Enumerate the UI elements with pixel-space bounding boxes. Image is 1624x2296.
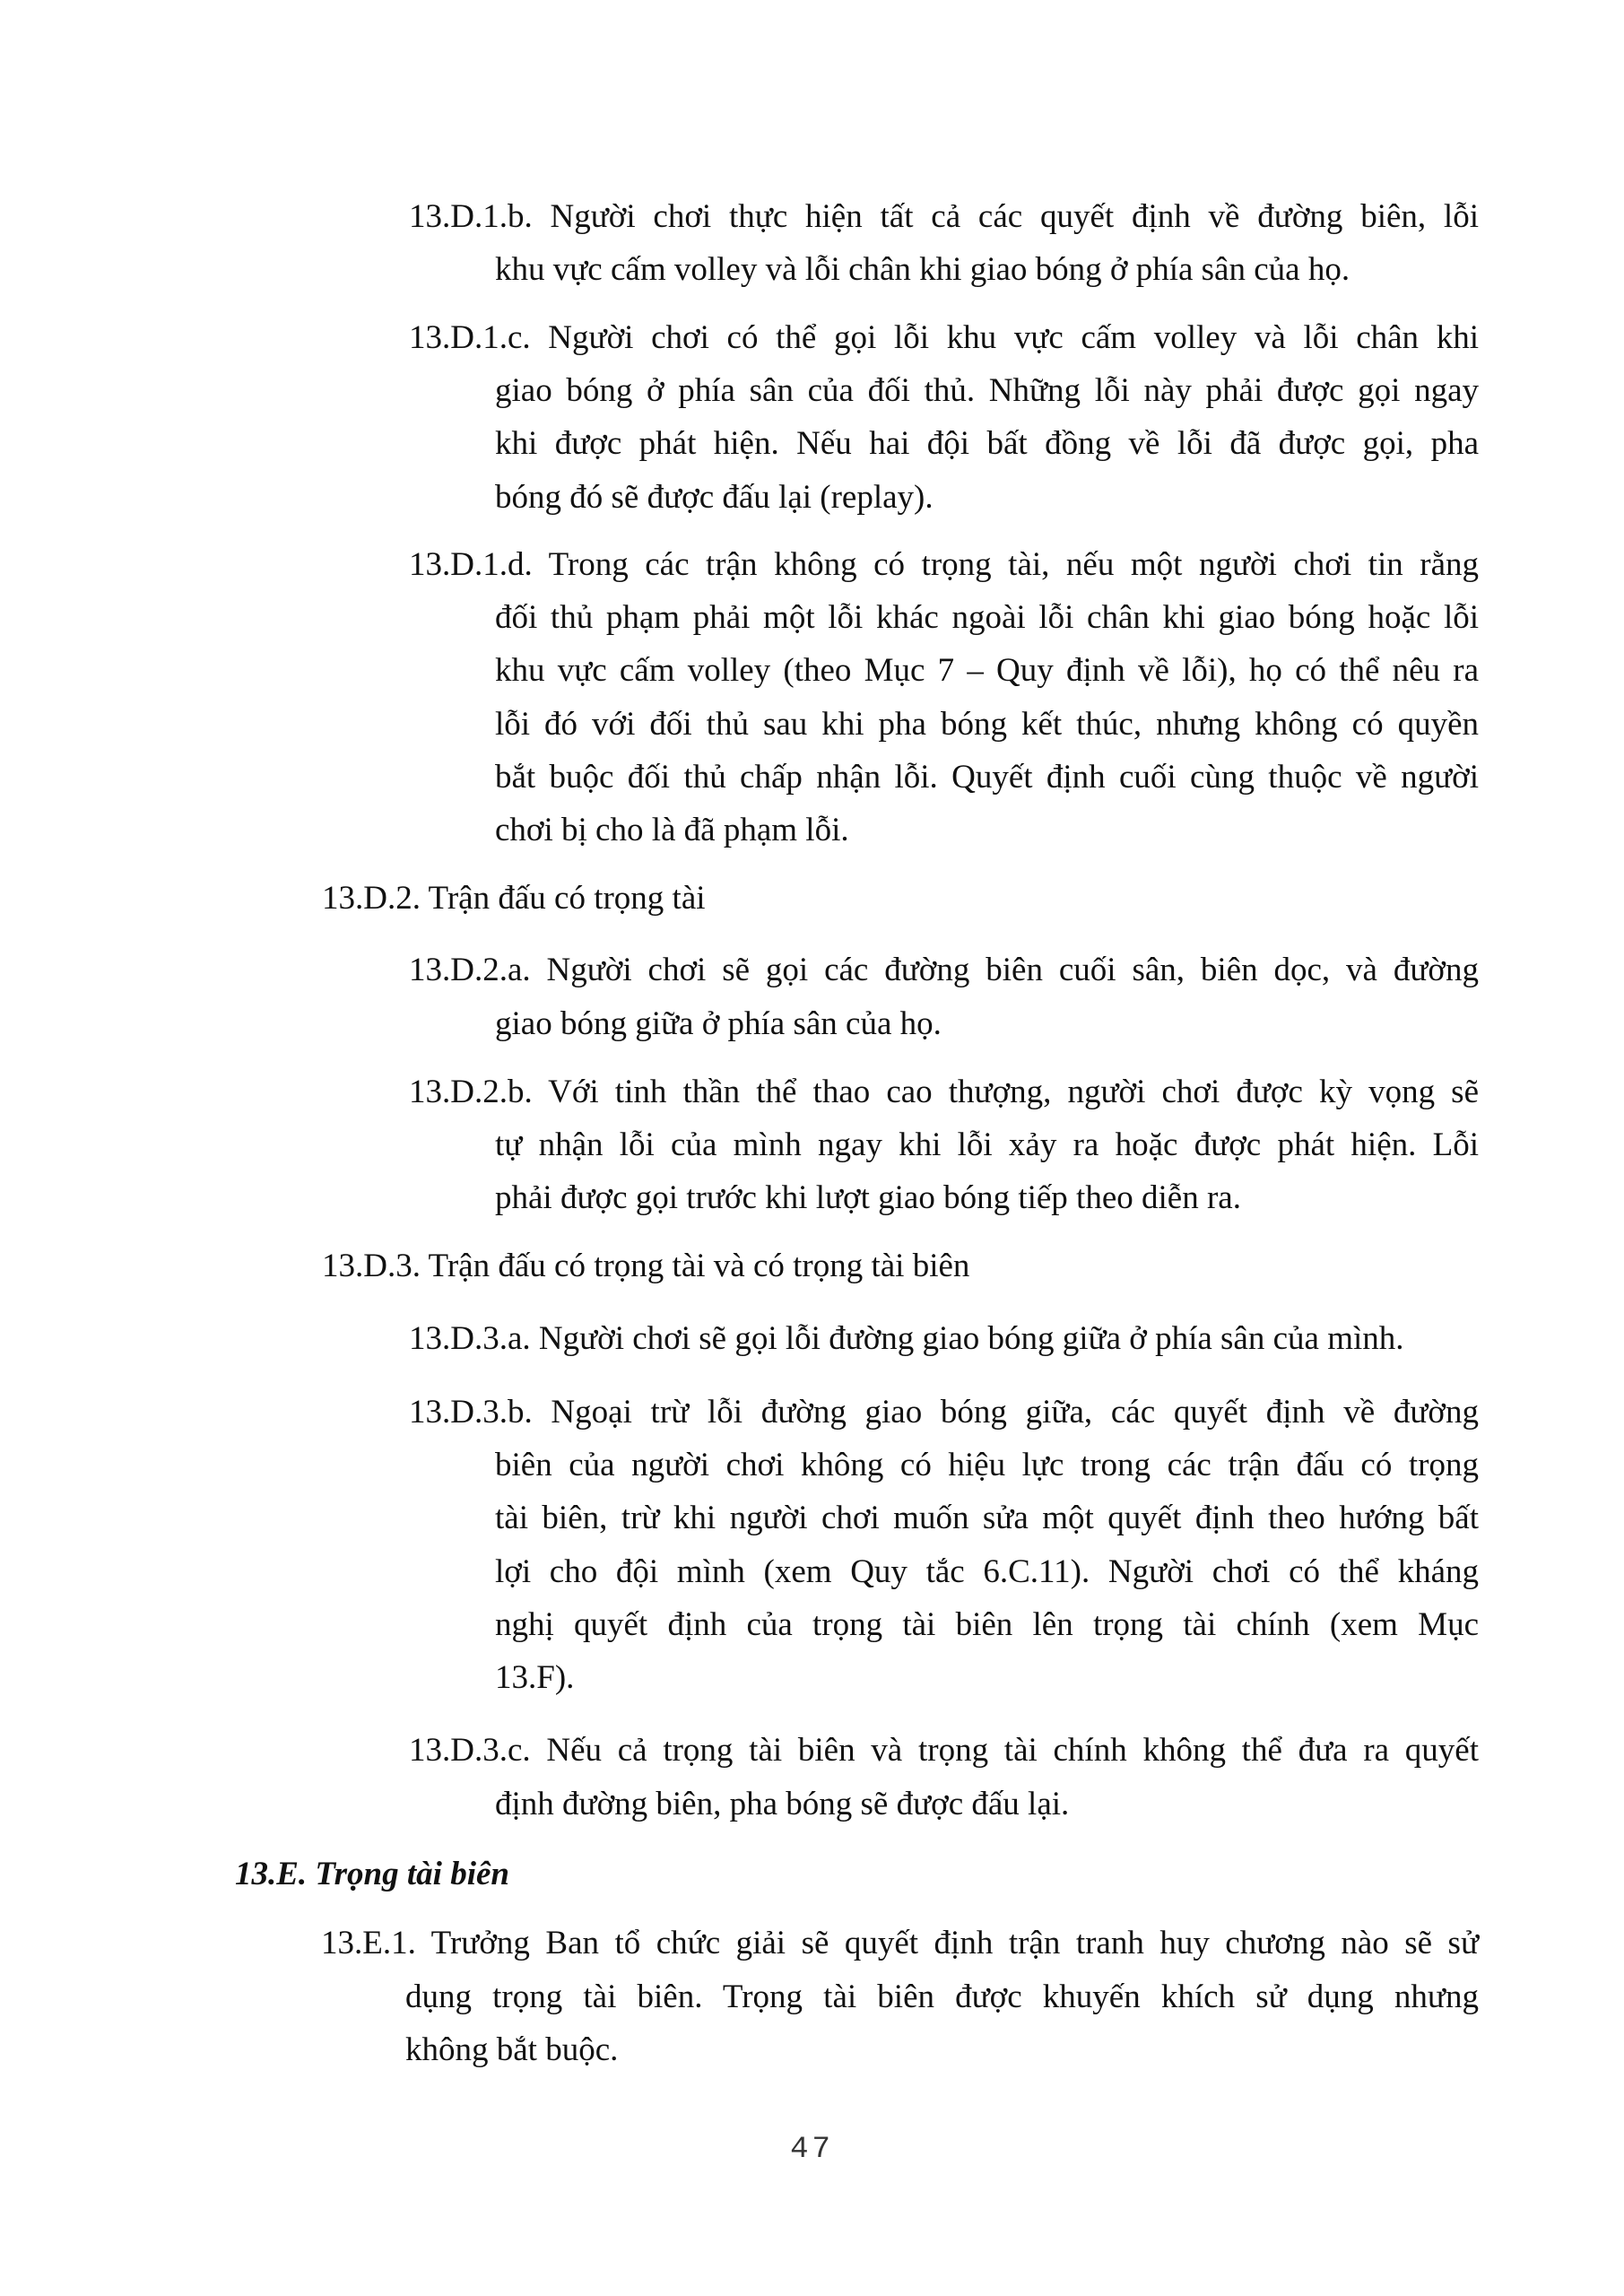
text-line: bóng đó sẽ được đấu lại (replay). xyxy=(495,479,934,516)
text-line: 13.D.1.c. Người chơi có thể gọi lỗi khu vực cấm volley và lỗi chân khi xyxy=(409,319,1479,356)
text-line: phải được gọi trước khi lượt giao bóng tiếp theo diễn ra. xyxy=(495,1179,1241,1216)
text-line: 13.D.3.c. Nếu cả trọng tài biên và trọng tài chính không thể đưa ra quyết xyxy=(409,1732,1479,1769)
text-line: 13.F). xyxy=(495,1659,575,1696)
text-line: nghị quyết định của trọng tài biên lên trọng tài chính (xem Mục xyxy=(495,1606,1479,1643)
text-line: 13.D.3.a. Người chơi sẽ gọi lỗi đường giao bóng giữa ở phía sân của mình. xyxy=(409,1320,1404,1357)
text-line: đối thủ phạm phải một lỗi khác ngoài lỗi chân khi giao bóng hoặc lỗi xyxy=(495,599,1479,636)
text-line: dụng trọng tài biên. Trọng tài biên được khuyến khích sử dụng nhưng xyxy=(405,1979,1479,2015)
text-line: 13.E.1. Trưởng Ban tổ chức giải sẽ quyết định trận tranh huy chương nào sẽ sử xyxy=(321,1925,1479,1961)
text-line: khu vực cấm volley (theo Mục 7 – Quy định về lỗi), họ có thể nêu ra xyxy=(495,652,1479,689)
text-line: 13.D.1.d. Trong các trận không có trọng tài, nếu một người chơi tin rằng xyxy=(409,546,1479,583)
text-line: tài biên, trừ khi người chơi muốn sửa một quyết định theo hướng bất xyxy=(495,1500,1479,1536)
text-line: lợi cho đội mình (xem Quy tắc 6.C.11). Người chơi có thể kháng xyxy=(495,1553,1479,1590)
text-line: lỗi đó với đối thủ sau khi pha bóng kết thúc, nhưng không có quyền xyxy=(495,706,1479,743)
text-line: 13.D.2.b. Với tinh thần thể thao cao thượng, người chơi được kỳ vọng sẽ xyxy=(409,1074,1479,1110)
text-line: khu vực cấm volley và lỗi chân khi giao bóng ở phía sân của họ. xyxy=(495,251,1350,288)
text-line: giao bóng ở phía sân của đối thủ. Những lỗi này phải được gọi ngay xyxy=(495,372,1479,409)
text-line: tự nhận lỗi của mình ngay khi lỗi xảy ra hoặc được phát hiện. Lỗi xyxy=(495,1126,1479,1163)
text-line: chơi bị cho là đã phạm lỗi. xyxy=(495,812,849,848)
page-number: 47 xyxy=(790,2133,834,2167)
text-line: định đường biên, pha bóng sẽ được đấu lại. xyxy=(495,1786,1070,1822)
text-line: giao bóng giữa ở phía sân của họ. xyxy=(495,1005,942,1042)
text-line: 13.D.3.b. Ngoại trừ lỗi đường giao bóng giữa, các quyết định về đường xyxy=(409,1394,1479,1431)
subsection-13-d-3-title: 13.D.3. Trận đấu có trọng tài và có trọng tài biên xyxy=(322,1248,970,1284)
text-line: 13.D.1.b. Người chơi thực hiện tất cả các quyết định về đường biên, lỗi xyxy=(409,198,1479,235)
text-line: biên của người chơi không có hiệu lực trong các trận đấu có trọng xyxy=(495,1447,1479,1483)
text-line: 13.D.2.a. Người chơi sẽ gọi các đường biên cuối sân, biên dọc, và đường xyxy=(409,952,1479,988)
text-line: không bắt buộc. xyxy=(405,2031,619,2068)
subsection-13-d-2-title: 13.D.2. Trận đấu có trọng tài xyxy=(322,880,706,917)
section-13-e-heading: 13.E. Trọng tài biên xyxy=(235,1856,509,1892)
text-line: bắt buộc đối thủ chấp nhận lỗi. Quyết định cuối cùng thuộc về người xyxy=(495,759,1479,796)
text-line: khi được phát hiện. Nếu hai đội bất đồng về lỗi đã được gọi, pha xyxy=(495,425,1479,462)
